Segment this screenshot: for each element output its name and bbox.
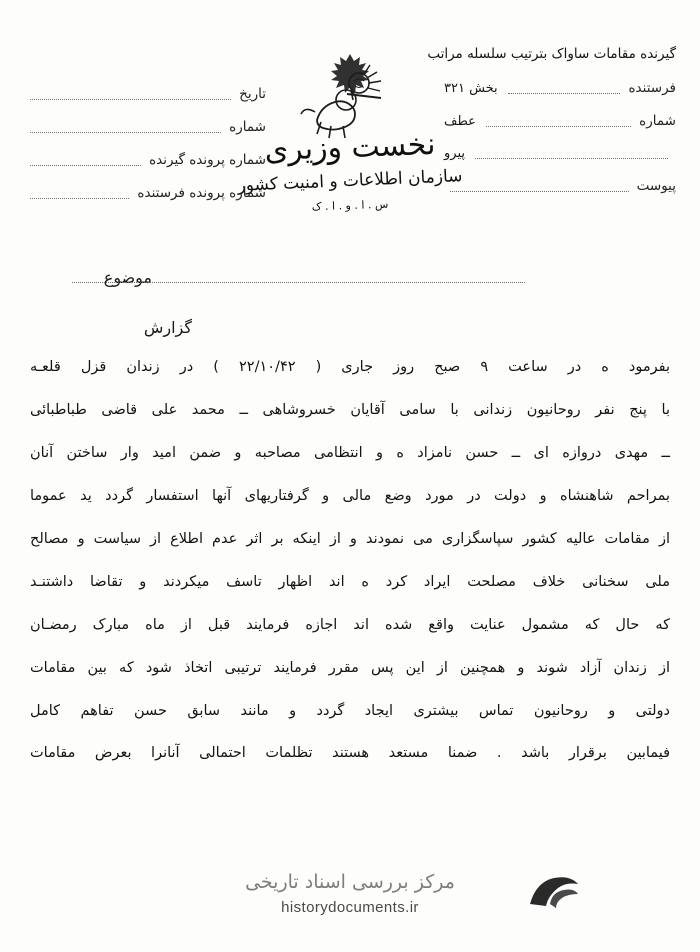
field-followup-dots [475,147,668,159]
report-label: گزارش [143,318,192,337]
field-attachment [444,178,676,194]
report-line: از زندان آزاد شوند و همچنین از این پس مقرر فرمایند ترتیبی اتخاذ شود که بین مقامات [30,659,670,676]
field-recipient-file-number-label: شماره پرونده گیرنده [149,152,266,168]
field-attachment-dots [450,180,629,192]
field-number-dots [486,115,631,127]
subject-row [0,268,700,294]
report-line: با پنج نفر روحانیون زندانی با سامی آقایان خسروشاهی ــ محمد علی قاضی طباطبائی [30,401,670,418]
field-sender-dots [508,82,621,94]
field-followup-value: پیرو [444,146,465,161]
report-line: دولتی و روحانیون تماس بیشتری ایجاد گردد و مانند سابق حسن تفاهم کامل [30,702,670,719]
field-sender-value: بخش ۳۲۱ [444,81,498,96]
field-date-dots [30,88,231,100]
field-number [444,113,676,129]
field-attachment-label: پیوست [636,178,676,194]
org-title: نخست وزیری [264,127,436,168]
report-line: ملی سخنانی خلاف مصلحت ایراد کرد ه اند اظهار تاسف میکردند و تقاضا داشتنـد [30,573,670,590]
report-body [30,360,670,789]
field-doc-number [30,119,266,135]
org-subtitle: سازمان اطلاعات و امنیت کشور [237,166,463,196]
watermark [0,871,700,916]
field-sender-file-number [30,185,266,201]
field-recipient-file-number-dots [30,154,141,166]
subject-dots [72,282,525,283]
header-fields-right [444,80,676,211]
field-sender-file-number-label: شماره پرونده فرستنده [137,185,266,201]
report-line: که حال که مشمول عنایت واقع شده اند اجازه فرمایند قبل از ماه مبارک رمضـان [30,616,670,633]
field-number-label: شماره [639,113,676,129]
field-doc-number-label: شماره [229,119,266,135]
report-line: از مقامات عالیه کشور سپاسگزاری می نمودند و از اینکه بر اثر عدم اطلاع از سیاست و مصالح [30,530,670,547]
org-code: س . ا . و . ا . ک [311,197,389,214]
report-line: فیمابین برقرار باشد . ضمنا مستعد هستند تظلمات احتمالی آنانرا بعرض مقامات [30,745,670,762]
field-sender-label: فرستنده [628,80,676,96]
field-date-label: تاریخ [239,86,266,102]
recipient-line: گیرنده مقامات ساواک بترتیب سلسله مراتب [427,46,676,62]
watermark-fa: مرکز بررسی اسناد تاریخی [245,871,455,893]
report-line: بمراحم شاهنشاه و دولت در مورد وضع مالی و گرفتاریهای آنها استفسار گردد ید عموما [30,487,670,504]
subject-label: موضوع [103,268,152,287]
field-doc-number-dots [30,121,221,133]
field-number-value: عطف [444,114,476,129]
field-sender [444,80,676,96]
letterhead [0,46,700,256]
field-followup [444,146,676,161]
field-recipient-file-number [30,152,266,168]
watermark-en: historydocuments.ir [281,899,419,916]
report-line: بفرمود ه در ساعت ۹ صبح روز جاری ( ۲۲/۱۰/۴۲ ) در زندان قزل قلعـه [30,359,670,375]
field-sender-file-number-dots [30,187,129,199]
header-fields-left [30,86,266,218]
field-date [30,86,266,102]
report-line: ــ مهدی دروازه ای ــ حسن نامزاد ه و انتظامی مصاحبه و ضمن امید وار ساختن آنان [30,444,670,461]
